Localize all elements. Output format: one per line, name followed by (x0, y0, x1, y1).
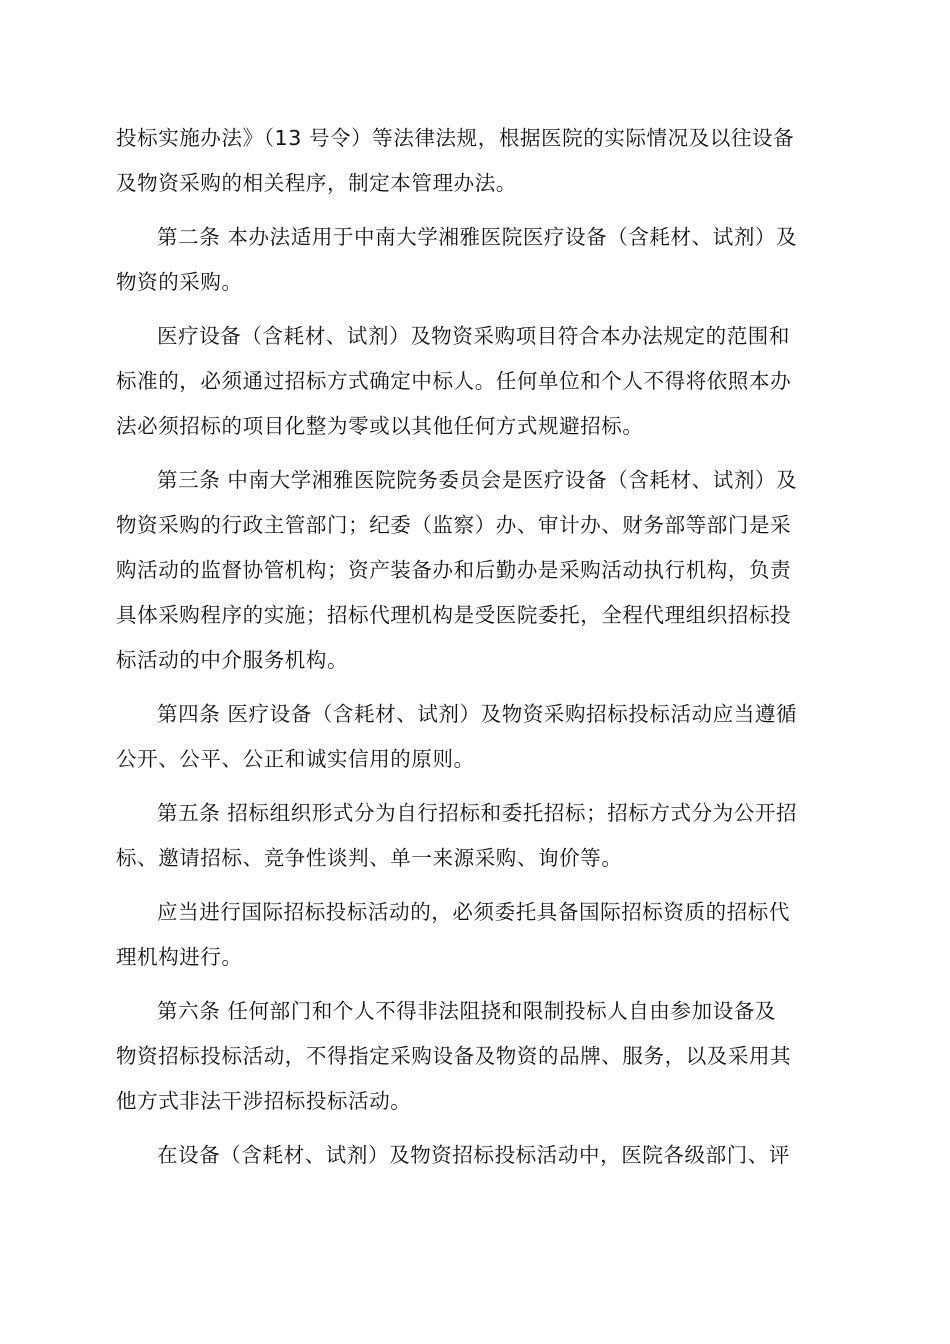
text-line: 在设备（含耗材、试剂）及物资招标投标活动中，医院各级部门、评 (157, 1143, 790, 1167)
text-line: 第三条 中南大学湘雅医院院务委员会是医疗设备（含耗材、试剂）及 (157, 468, 798, 492)
text-line: 投标实施办法》（13 号令）等法律法规，根据医院的实际情况及以往设备 (116, 126, 795, 150)
text-line: 物资的采购。 (116, 270, 243, 294)
paragraph-article-6-continuation (116, 1133, 836, 1178)
paragraph-article-3 (116, 458, 836, 683)
text-line: 第六条 任何部门和个人不得非法阻挠和限制投标人自由参加设备及 (157, 999, 777, 1023)
text-line: 公开、公平、公正和诚实信用的原则。 (116, 747, 475, 771)
paragraph-article-6 (116, 989, 836, 1124)
paragraph-article-4 (116, 692, 836, 782)
text-line: 标、邀请招标、竞争性谈判、单一来源采购、询价等。 (116, 846, 623, 870)
paragraph-article-5-international (116, 890, 836, 980)
text-line: 第二条 本办法适用于中南大学湘雅医院医疗设备（含耗材、试剂）及 (157, 225, 798, 249)
text-line: 及物资采购的相关程序，制定本管理办法。 (116, 171, 517, 195)
text-line: 理机构进行。 (116, 945, 243, 969)
text-line: 购活动的监督协管机构；资产装备办和后勤办是采购活动执行机构，负责 (116, 558, 792, 582)
text-line: 物资招标投标活动，不得指定采购设备及物资的品牌、服务，以及采用其 (116, 1044, 792, 1068)
text-line: 应当进行国际招标投标活动的，必须委托具备国际招标资质的招标代 (157, 900, 790, 924)
text-line: 物资采购的行政主管部门；纪委（监察）办、审计办、财务部等部门是采 (116, 513, 792, 537)
text-line: 医疗设备（含耗材、试剂）及物资采购项目符合本办法规定的范围和 (157, 324, 790, 348)
paragraph-article-5 (116, 791, 836, 881)
text-line: 他方式非法干涉招标投标活动。 (116, 1089, 412, 1113)
text-line: 标准的，必须通过招标方式确定中标人。任何单位和个人不得将依照本办 (116, 369, 792, 393)
text-line: 第五条 招标组织形式分为自行招标和委托招标；招标方式分为公开招 (157, 801, 798, 825)
paragraph-article-2-scope (116, 314, 836, 449)
text-line: 标活动的中介服务机构。 (116, 648, 349, 672)
text-line: 第四条 医疗设备（含耗材、试剂）及物资采购招标投标活动应当遵循 (157, 702, 798, 726)
text-line: 法必须招标的项目化整为零或以其他任何方式规避招标。 (116, 414, 644, 438)
paragraph-article-2 (116, 215, 836, 305)
text-line: 具体采购程序的实施；招标代理机构是受医院委托，全程代理组织招标投 (116, 603, 792, 627)
document-page (116, 116, 836, 1187)
paragraph-intro-continuation (116, 116, 836, 206)
